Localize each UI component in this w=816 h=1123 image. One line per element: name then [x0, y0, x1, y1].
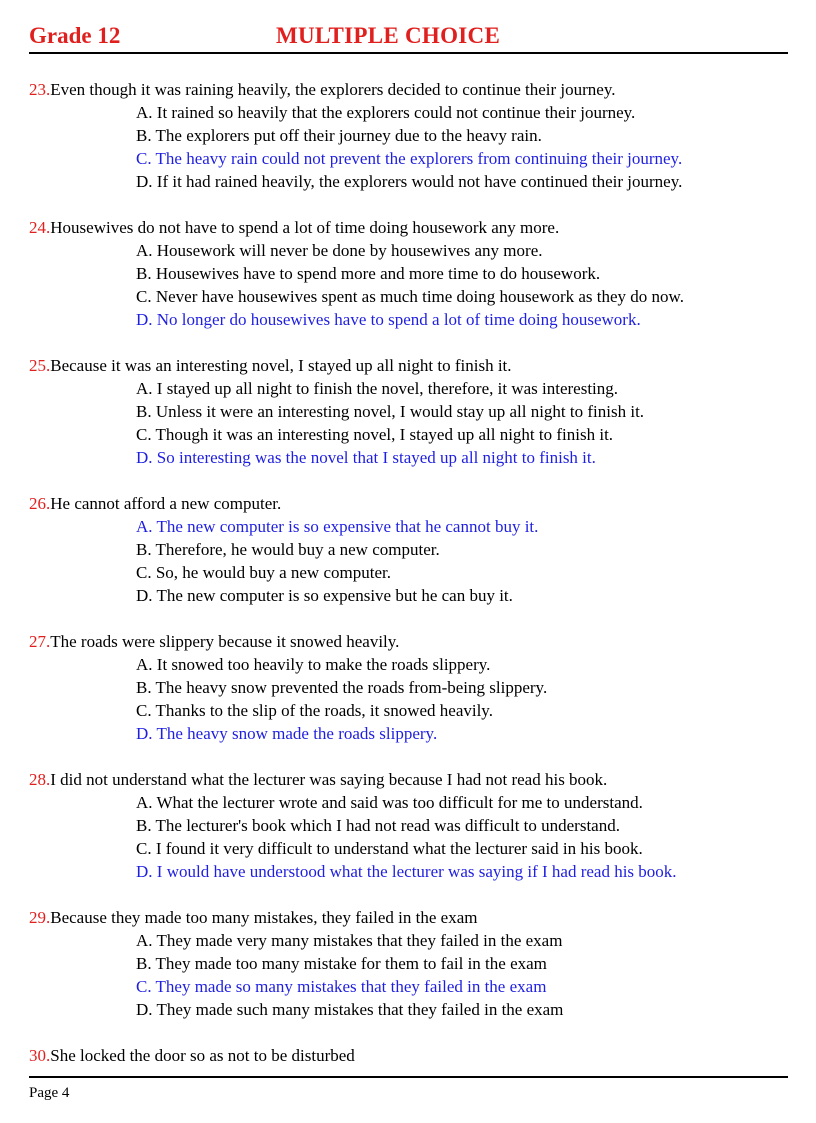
page-title: MULTIPLE CHOICE — [276, 23, 501, 48]
question-stem — [29, 768, 789, 791]
question-text: She locked the door so as not to be disturbed — [50, 1046, 355, 1065]
question-number: 27. — [29, 632, 51, 651]
answer-option: C. So, he would buy a new computer. — [136, 563, 391, 582]
answer-options — [29, 653, 789, 745]
question-stem — [29, 216, 789, 239]
question-number: 26. — [29, 494, 51, 513]
question-stem — [29, 1044, 789, 1067]
question-text: Even though it was raining heavily, the explorers decided to continue their journey. — [50, 80, 616, 99]
question-stem — [29, 354, 789, 377]
answer-option: C. I found it very difficult to understand what the lecturer said in his book. — [136, 839, 643, 858]
question-item — [29, 1044, 789, 1067]
answer-option-correct: C. The heavy rain could not prevent the explorers from continuing their journey. — [136, 149, 683, 168]
question-item — [29, 492, 789, 607]
question-number: 25. — [29, 356, 51, 375]
answer-options — [29, 377, 789, 469]
answer-option: C. Thanks to the slip of the roads, it snowed heavily. — [136, 701, 493, 720]
question-text: Housewives do not have to spend a lot of time doing housework any more. — [50, 218, 560, 237]
question-item — [29, 630, 789, 745]
answer-option: B. The explorers put off their journey due to the heavy rain. — [136, 126, 542, 145]
answer-options — [29, 929, 789, 1021]
answer-option: A. I stayed up all night to finish the novel, therefore, it was interesting. — [136, 379, 619, 398]
page-footer — [29, 1076, 788, 1103]
answer-option-correct: D. The heavy snow made the roads slippery. — [136, 724, 438, 743]
question-item — [29, 216, 789, 331]
grade-label: Grade 12 — [29, 23, 121, 48]
answer-option: D. They made such many mistakes that they failed in the exam — [136, 1000, 564, 1019]
question-stem — [29, 630, 789, 653]
question-text: Because they made too many mistakes, they failed in the exam — [50, 908, 478, 927]
answer-option: B. Unless it were an interesting novel, I would stay up all night to finish it. — [136, 402, 645, 421]
question-number: 24. — [29, 218, 51, 237]
question-item — [29, 768, 789, 883]
answer-option-correct: D. No longer do housewives have to spend a lot of time doing housework. — [136, 310, 641, 329]
answer-option: B. They made too many mistake for them to fail in the exam — [136, 954, 547, 973]
question-text: I did not understand what the lecturer was saying because I had not read his book. — [50, 770, 608, 789]
answer-option: A. It snowed too heavily to make the roads slippery. — [136, 655, 491, 674]
question-item — [29, 354, 789, 469]
page-number: Page 4 — [29, 1085, 70, 1101]
question-stem — [29, 906, 789, 929]
question-list — [29, 78, 789, 1090]
answer-option: A. It rained so heavily that the explorers could not continue their journey. — [136, 103, 636, 122]
answer-option: C. Never have housewives spent as much time doing housework as they do now. — [136, 287, 684, 306]
question-item — [29, 906, 789, 1021]
answer-option: C. Though it was an interesting novel, I stayed up all night to finish it. — [136, 425, 614, 444]
page-header — [29, 22, 788, 54]
answer-option-correct: C. They made so many mistakes that they failed in the exam — [136, 977, 547, 996]
answer-option: A. What the lecturer wrote and said was too difficult for me to understand. — [136, 793, 643, 812]
question-text: Because it was an interesting novel, I stayed up all night to finish it. — [50, 356, 512, 375]
answer-option: B. The lecturer's book which I had not read was difficult to understand. — [136, 816, 620, 835]
question-number: 28. — [29, 770, 51, 789]
answer-option: B. The heavy snow prevented the roads from-being slippery. — [136, 678, 548, 697]
question-item — [29, 78, 789, 193]
question-stem — [29, 492, 789, 515]
answer-options — [29, 101, 789, 193]
answer-option: D. If it had rained heavily, the explorers would not have continued their journey. — [136, 172, 683, 191]
question-number: 30. — [29, 1046, 51, 1065]
answer-option: A. Housework will never be done by housewives any more. — [136, 241, 543, 260]
answer-option-correct: A. The new computer is so expensive that he cannot buy it. — [136, 517, 539, 536]
answer-option-correct: D. I would have understood what the lecturer was saying if I had read his book. — [136, 862, 677, 881]
answer-options — [29, 791, 789, 883]
question-text: The roads were slippery because it snowed heavily. — [50, 632, 400, 651]
answer-option: D. The new computer is so expensive but he can buy it. — [136, 586, 513, 605]
answer-option: B. Therefore, he would buy a new computer. — [136, 540, 440, 559]
question-number: 23. — [29, 80, 51, 99]
question-text: He cannot afford a new computer. — [50, 494, 282, 513]
question-stem — [29, 78, 789, 101]
answer-option: B. Housewives have to spend more and more time to do housework. — [136, 264, 601, 283]
answer-option-correct: D. So interesting was the novel that I stayed up all night to finish it. — [136, 448, 596, 467]
answer-options — [29, 515, 789, 607]
question-number: 29. — [29, 908, 51, 927]
answer-options — [29, 239, 789, 331]
answer-option: A. They made very many mistakes that they failed in the exam — [136, 931, 563, 950]
